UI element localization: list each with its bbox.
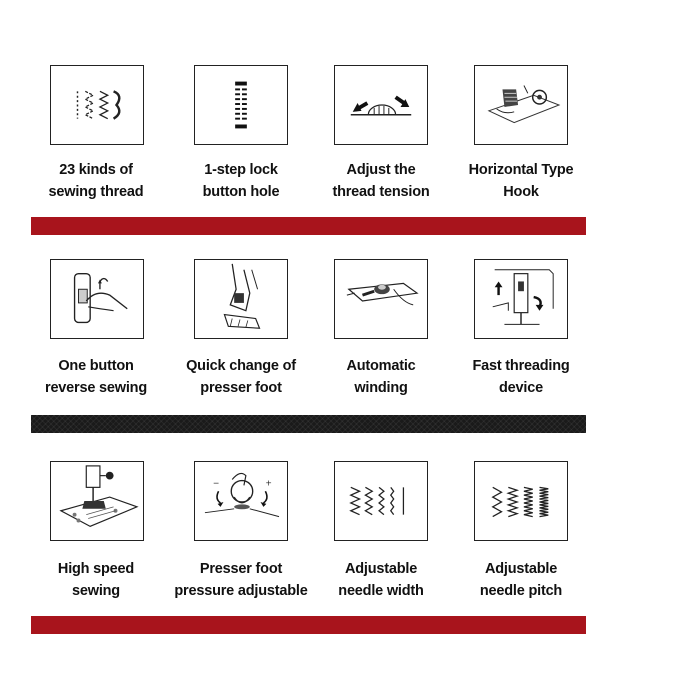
threader-icon — [474, 259, 568, 339]
buttonhole-icon — [194, 65, 288, 145]
feature-label: Fast threading device — [472, 358, 570, 396]
bobbin-hook-icon — [474, 65, 568, 145]
tension-dial-icon — [334, 65, 428, 145]
feature-label: 23 kinds of sewing thread — [48, 162, 144, 200]
dark-divider-band — [31, 415, 586, 433]
feature-label: Adjustable needle pitch — [479, 561, 563, 599]
red-divider-band — [31, 616, 586, 634]
red-divider-band — [31, 217, 586, 235]
bobbin-winder-icon — [334, 259, 428, 339]
feature-label: 1-step lock button hole — [202, 162, 280, 200]
feature-label: One button reverse sewing — [45, 358, 147, 396]
feature-label: Presser foot pressure adjustable — [174, 561, 308, 599]
svg-text:−: − — [212, 478, 220, 488]
svg-text:+: + — [265, 478, 272, 488]
zigzag-stitch-icon — [50, 65, 144, 145]
feature-label: Automatic winding — [346, 358, 416, 396]
stitch-width-icon — [334, 461, 428, 541]
pressure-dial-icon — [194, 461, 288, 541]
stitch-pitch-icon — [474, 461, 568, 541]
needle-plate-icon — [50, 461, 144, 541]
feature-label: Adjustable needle width — [338, 561, 424, 599]
feature-label: Horizontal Type Hook — [468, 162, 574, 200]
presser-foot-icon — [194, 259, 288, 339]
feature-label: High speed sewing — [57, 561, 135, 599]
reverse-lever-icon — [50, 259, 144, 339]
feature-label: Quick change of presser foot — [186, 358, 296, 396]
feature-label: Adjust the thread tension — [332, 162, 430, 200]
